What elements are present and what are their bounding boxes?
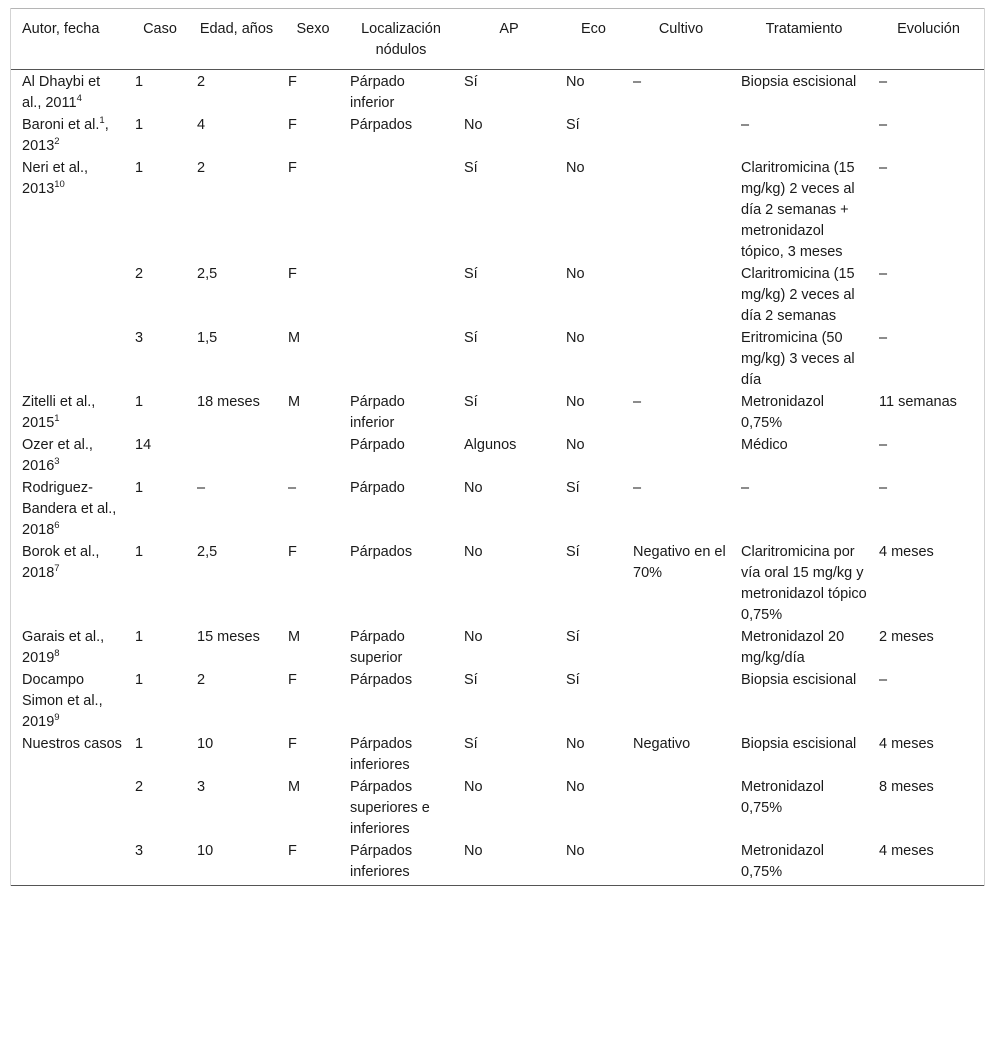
cell-localizacion: Párpados [350,544,413,560]
cell-evolucion: 4 meses [879,736,934,752]
cell-localizacion: Párpados inferiores [350,736,413,773]
table-row [11,669,984,733]
cell-autor [11,776,129,840]
cell-eco: Sí [566,544,580,560]
reference-superscript: 1 [54,413,60,424]
table-row [11,434,984,477]
cell-edad: 2 [197,74,206,90]
cell-edad: 2,5 [197,266,218,282]
cell-tratamiento: Metronidazol 20 mg/kg/día [741,629,845,666]
cell-cultivo [627,840,735,886]
cell-autor [11,263,129,327]
cell-evolucion: – [879,160,888,176]
header-ap: AP [458,9,560,70]
header-caso: Caso [129,9,191,70]
author-text: Zitelli et al., 2015 [22,394,96,431]
cell-sexo: – [288,480,297,496]
cell-ap: Sí [464,74,478,90]
cell-localizacion: Párpados inferiores [344,840,458,886]
cell-tratamiento: – [741,117,750,133]
cell-localizacion [344,263,458,327]
table-header-row [11,9,984,70]
cell-eco: No [566,74,585,90]
cell-tratamiento: Eritromicina (50 mg/kg) 3 veces al día [741,330,855,388]
reference-superscript: 1 [99,115,105,126]
header-tratamiento: Tratamiento [735,9,873,70]
cell-autor [11,840,129,886]
cell-caso: 2 [135,779,144,795]
cell-eco: No [566,437,585,453]
cell-tratamiento: Biopsia escisional [741,672,857,688]
reference-superscript: 2 [54,136,60,147]
cell-autor [11,626,129,669]
cell-caso: 1 [135,74,144,90]
cell-localizacion [344,157,458,263]
cell-autor [11,157,129,263]
reference-superscript: 8 [54,648,60,659]
table-row [11,391,984,434]
cell-ap: Sí [464,736,478,752]
cell-sexo: F [288,160,297,176]
author-text: Rodriguez-Bandera et al., 2018 [22,480,117,538]
cell-edad: 2 [197,672,206,688]
cell-eco: Sí [566,672,580,688]
cell-tratamiento: Metronidazol 0,75% [735,840,873,886]
cell-localizacion: Párpado [350,437,405,453]
cell-localizacion: Párpados [350,117,413,133]
table-row [11,327,984,391]
cell-caso: 14 [135,437,152,453]
reference-superscript: 7 [54,563,60,574]
cell-evolucion: 4 meses [879,544,934,560]
cell-evolucion: – [879,437,888,453]
cell-cultivo [627,434,735,477]
cell-caso: 1 [135,117,144,133]
cell-ap: Sí [464,266,478,282]
cell-ap: Sí [464,394,478,410]
cell-evolucion: – [879,266,888,282]
table-row [11,840,984,886]
cell-caso: 1 [135,394,144,410]
cell-eco: No [566,779,585,795]
cell-eco: No [560,840,627,886]
cell-tratamiento: – [741,480,750,496]
cell-tratamiento: Metronidazol 0,75% [741,394,825,431]
cell-ap: No [458,840,560,886]
cell-edad [191,434,282,477]
reference-superscript: 10 [54,179,65,190]
cell-ap: Sí [464,330,478,346]
reference-superscript: 4 [76,93,82,104]
author-text: Al Dhaybi et al., 2011 [22,74,101,111]
author-text: Ozer et al., 2016 [22,437,93,474]
table-row [11,263,984,327]
cell-cultivo: Negativo [633,736,691,752]
author-text: Nuestros casos [22,736,122,752]
cell-sexo: F [282,840,344,886]
author-text: Baroni et al. [22,117,100,133]
reference-superscript: 9 [54,712,60,723]
cell-sexo: F [288,672,297,688]
cell-ap: No [464,480,483,496]
cell-caso: 1 [135,672,144,688]
cell-tratamiento: Metronidazol 0,75% [741,779,825,816]
cell-autor [11,477,129,541]
data-table [11,8,984,886]
cell-eco: No [566,160,585,176]
cell-edad: 3 [197,779,206,795]
header-localizacion: Localización nódulos [344,9,458,70]
cell-sexo: M [288,394,301,410]
cell-autor [11,114,129,157]
cell-eco: Sí [566,480,580,496]
cell-autor [11,733,129,776]
cell-edad: 10 [197,736,214,752]
author-text: Garais et al., 2019 [22,629,105,666]
cell-caso: 3 [135,330,144,346]
cell-ap: No [464,117,483,133]
cell-localizacion: Párpado inferior [350,74,405,111]
cell-evolucion: 4 meses [873,840,984,886]
author-text: Neri et al., 2013 [22,160,89,197]
cell-caso: 3 [129,840,191,886]
cell-ap: Sí [464,160,478,176]
cell-edad: 1,5 [197,330,218,346]
author-text: Docampo Simon et al., 2019 [22,672,103,730]
author-text: Borok et al., 2018 [22,544,100,581]
cell-caso: 1 [135,480,144,496]
header-eco: Eco [560,9,627,70]
cell-ap: No [464,629,483,645]
cell-eco: Sí [566,629,580,645]
cell-sexo: M [288,629,301,645]
header-sexo: Sexo [282,9,344,70]
cell-localizacion: Párpado inferior [350,394,405,431]
cell-autor [11,391,129,434]
cell-sexo: F [288,736,297,752]
cell-cultivo: – [633,480,642,496]
cell-autor [11,327,129,391]
cell-cultivo [627,263,735,327]
reference-superscript: 3 [54,456,60,467]
cell-sexo: F [288,266,297,282]
cell-cultivo [627,669,735,733]
reference-superscript: 6 [54,520,60,531]
cell-sexo [282,434,344,477]
cell-localizacion: Párpados [350,672,413,688]
cell-evolucion: – [879,74,888,90]
table-row [11,70,984,115]
table-row [11,776,984,840]
cell-autor [11,434,129,477]
cell-tratamiento: Biopsia escisional [741,74,857,90]
cell-cultivo [627,327,735,391]
cell-cultivo: – [633,74,642,90]
cell-edad: 15 meses [197,629,260,645]
cell-eco: No [566,736,585,752]
cell-evolucion: – [879,672,888,688]
cell-sexo: F [288,544,297,560]
cell-evolucion: – [879,480,888,496]
cell-sexo: F [288,117,297,133]
cell-localizacion: Párpado superior [350,629,405,666]
table-body [11,70,984,886]
cell-autor [11,669,129,733]
cell-cultivo [627,776,735,840]
cell-cultivo: Negativo en el 70% [633,544,726,581]
cell-cultivo [627,157,735,263]
cell-cultivo [627,114,735,157]
cell-ap: Algunos [464,437,517,453]
cell-edad: – [197,480,206,496]
cell-sexo: F [288,74,297,90]
cell-caso: 1 [135,736,144,752]
cell-evolucion: 11 semanas [879,394,957,410]
cell-autor [11,541,129,626]
table-row [11,477,984,541]
cell-evolucion: – [879,330,888,346]
table-row [11,626,984,669]
table-row [11,541,984,626]
table-row [11,157,984,263]
cell-edad: 10 [191,840,282,886]
cell-tratamiento: Biopsia escisional [741,736,857,752]
data-table-container [10,8,985,886]
cell-tratamiento: Claritromicina (15 mg/kg) 2 veces al día 2 semanas + metronidazol tópico, 3 meses [741,160,855,260]
cell-edad: 2,5 [197,544,218,560]
cell-tratamiento: Médico [741,437,788,453]
cell-localizacion: Párpado [350,480,405,496]
cell-evolucion: 2 meses [879,629,934,645]
cell-eco: No [566,330,585,346]
cell-edad: 18 meses [197,394,260,410]
table-row [11,114,984,157]
cell-edad: 2 [197,160,206,176]
cell-eco: No [566,266,585,282]
cell-ap: No [464,544,483,560]
cell-eco: No [566,394,585,410]
cell-localizacion [344,327,458,391]
cell-evolucion: – [879,117,888,133]
cell-caso: 1 [135,544,144,560]
cell-tratamiento: Claritromicina (15 mg/kg) 2 veces al día 2 semanas [741,266,855,324]
cell-localizacion: Párpados superiores e inferiores [350,779,430,837]
cell-ap: No [464,779,483,795]
cell-sexo: M [288,330,301,346]
cell-tratamiento: Claritromicina por vía oral 15 mg/kg y metronidazol tópico 0,75% [741,544,867,623]
cell-caso: 1 [135,629,144,645]
cell-eco: Sí [566,117,580,133]
cell-caso: 1 [135,160,144,176]
author-text-tail: , 2013 [22,117,109,154]
table-row [11,733,984,776]
cell-ap: Sí [464,672,478,688]
cell-caso: 2 [135,266,144,282]
cell-evolucion: 8 meses [879,779,934,795]
cell-cultivo: – [633,394,642,410]
cell-sexo: M [288,779,301,795]
cell-edad: 4 [197,117,206,133]
header-cultivo: Cultivo [627,9,735,70]
header-autor: Autor, fecha [11,9,129,70]
cell-cultivo [627,626,735,669]
header-evolucion: Evolución [873,9,984,70]
cell-autor [11,70,129,115]
header-edad: Edad, años [191,9,282,70]
